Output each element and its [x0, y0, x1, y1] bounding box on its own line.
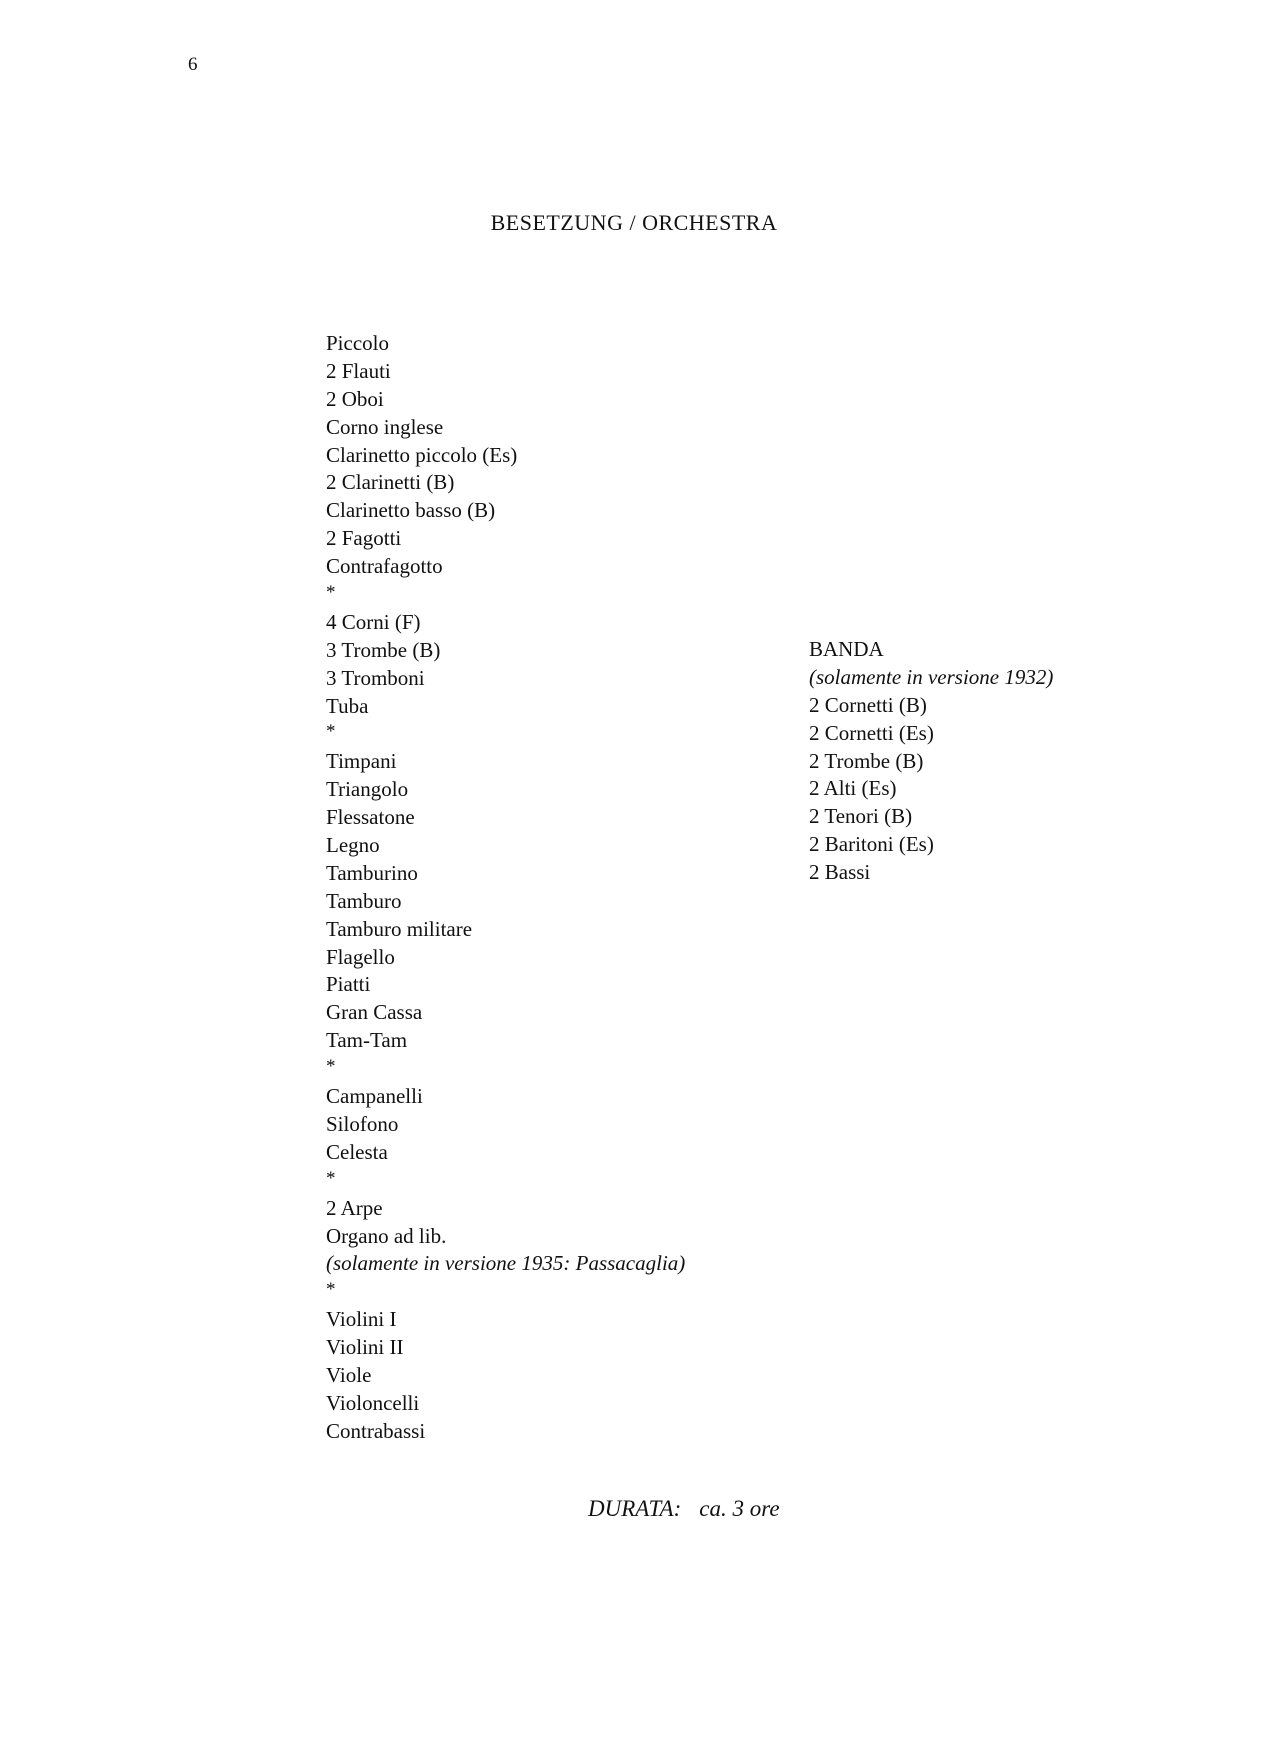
instrument-item: Contrabassi [326, 1418, 426, 1443]
instrument-item: 2 Oboi [326, 386, 384, 411]
instrument-item: 3 Tromboni [326, 665, 425, 690]
instrument-item: Tuba [326, 693, 369, 718]
duration-value: ca. 3 ore [699, 1496, 780, 1521]
instrument-item: Clarinetto piccolo (Es) [326, 442, 518, 467]
banda-section [809, 636, 1053, 887]
instrument-item: 2 Fagotti [326, 526, 402, 551]
banda-note: (solamente in versione 1932) [809, 664, 1054, 689]
instrument-item: 2 Arpe [326, 1195, 383, 1220]
banda-instrument-item: 2 Baritoni (Es) [809, 832, 934, 857]
instrument-item: Triangolo [326, 777, 409, 802]
instrument-item: Tamburino [326, 860, 418, 885]
banda-instrument-list [809, 692, 1053, 887]
instrument-item: Legno [326, 833, 380, 858]
instrument-item: Violini II [326, 1335, 404, 1360]
banda-instrument-item: 2 Trombe (B) [809, 748, 924, 773]
instrument-item: Viole [326, 1362, 372, 1387]
instrument-item: Tamburo militare [326, 916, 473, 941]
section-separator: * [326, 721, 336, 743]
banda-instrument-item: 2 Alti (Es) [809, 776, 897, 801]
instrument-item: 2 Clarinetti (B) [326, 470, 455, 495]
section-separator: * [326, 1279, 336, 1301]
instrument-item: Flessatone [326, 805, 415, 830]
instrument-item: Corno inglese [326, 414, 444, 439]
instrument-item: Tam-Tam [326, 1028, 408, 1053]
banda-instrument-item: 2 Cornetti (B) [809, 692, 927, 717]
banda-heading: BANDA [809, 637, 884, 661]
section-separator: * [326, 1056, 336, 1078]
instrument-item: Timpani [326, 749, 397, 774]
instrument-item: Organo ad lib. [326, 1223, 447, 1248]
instrument-item: 2 Flauti [326, 358, 391, 383]
duration [588, 1496, 780, 1522]
instrument-note: (solamente in versione 1935: Passacaglia) [326, 1251, 686, 1276]
page-title: BESETZUNG / ORCHESTRA [490, 210, 778, 235]
orchestra-instrument-list [326, 330, 685, 1446]
duration-label: DURATA: [588, 1496, 682, 1521]
instrument-item: Piccolo [326, 331, 389, 355]
instrument-item: Silofono [326, 1111, 399, 1136]
banda-instrument-item: 2 Tenori (B) [809, 804, 913, 829]
instrument-item: Piatti [326, 972, 371, 997]
page-number: 6 [188, 54, 198, 75]
instrument-item: Gran Cassa [326, 1000, 423, 1025]
instrument-item: Violini I [326, 1307, 397, 1332]
instrument-item: Campanelli [326, 1084, 423, 1109]
instrument-item: 3 Trombe (B) [326, 637, 441, 662]
banda-instrument-item: 2 Cornetti (Es) [809, 720, 934, 745]
instrument-item: Flagello [326, 944, 395, 969]
section-separator: * [326, 1167, 336, 1189]
section-separator: * [326, 582, 336, 604]
instrument-item: Clarinetto basso (B) [326, 498, 496, 523]
instrument-item: Contrafagotto [326, 554, 443, 579]
instrument-item: Tamburo [326, 888, 402, 913]
instrument-item: Celesta [326, 1139, 388, 1164]
instrument-item: 4 Corni (F) [326, 609, 421, 634]
instrument-item: Violoncelli [326, 1390, 420, 1415]
banda-instrument-item: 2 Bassi [809, 860, 871, 885]
